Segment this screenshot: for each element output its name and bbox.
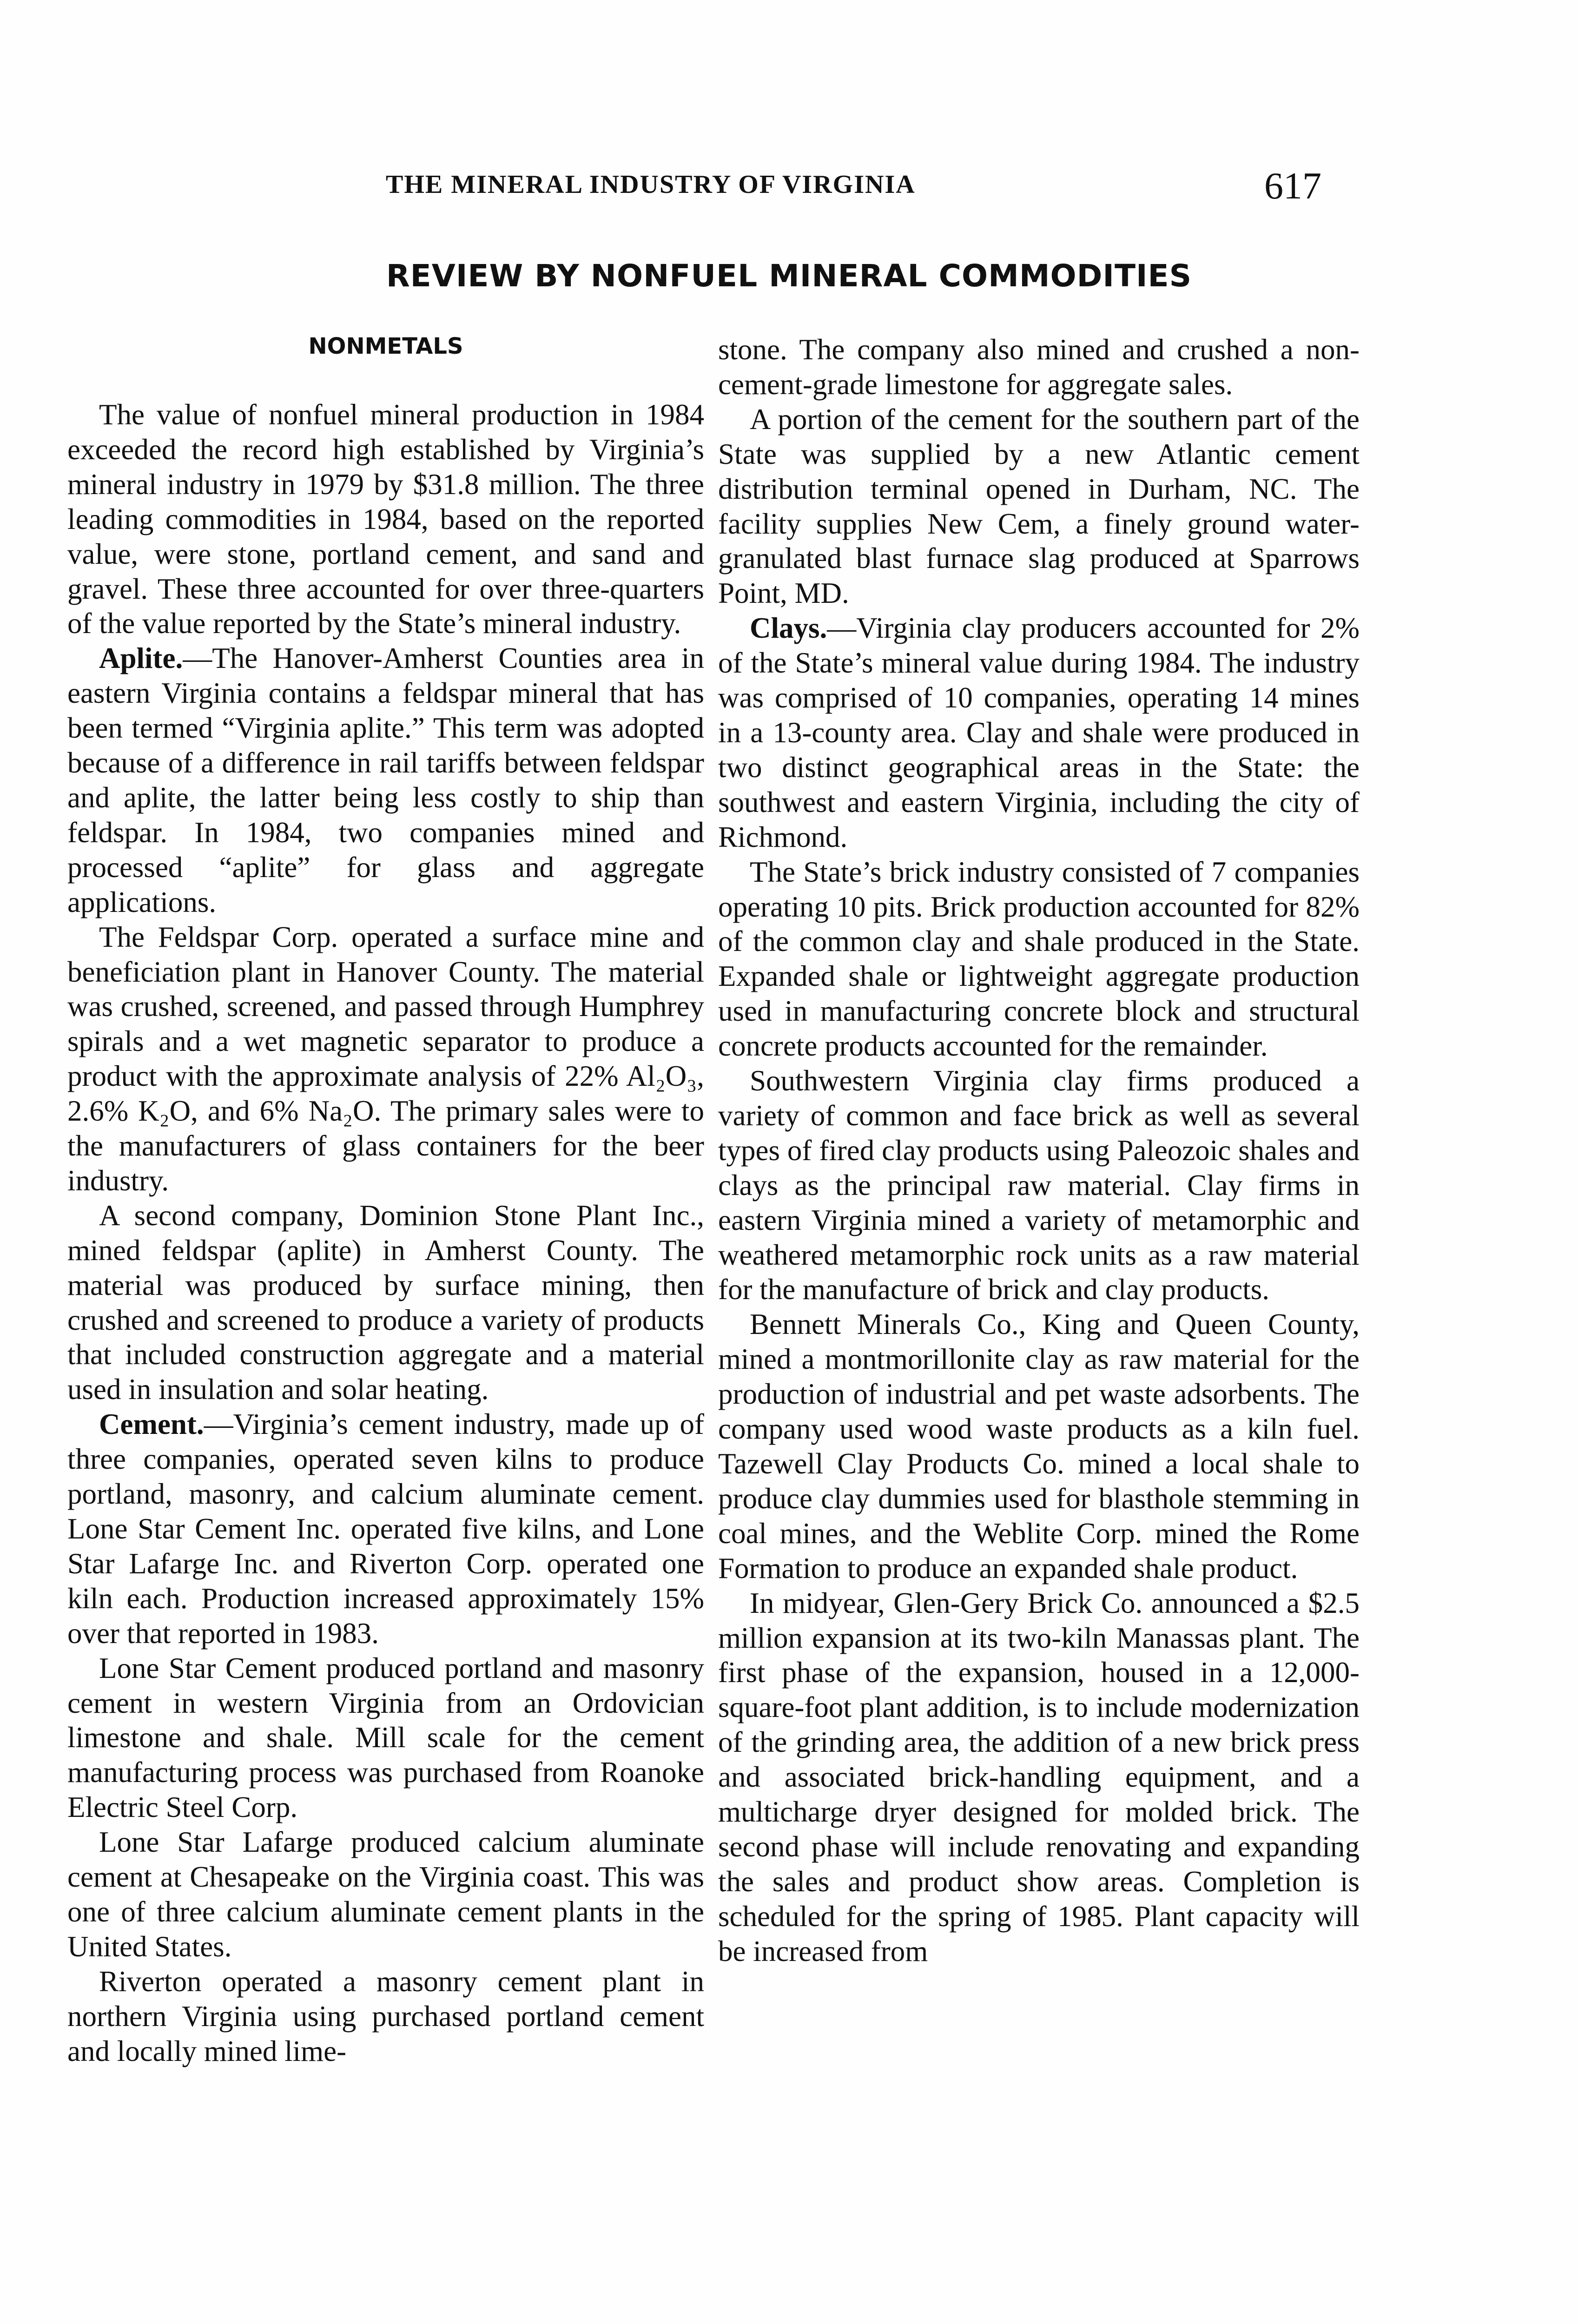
paragraph-continued-limestone: stone. The company also mined and crushed a non-cement-grade limestone for aggregate sales. bbox=[718, 333, 1360, 401]
paragraph-atlantic-terminal: A portion of the cement for the southern part of the State was supplied by a new Atlantic cement distribution terminal opened in Durham, NC. The facility supplies New Cem, a finely ground water-granulated blast furnace slag produced at Sparrows Point, MD. bbox=[718, 403, 1360, 610]
run-in-heading-aplite: Aplite. bbox=[99, 642, 183, 675]
run-in-heading-clays: Clays. bbox=[750, 612, 827, 645]
paragraph-riverton: Riverton operated a masonry cement plant in northern Virginia using purchased portland cement and locally mined lime- bbox=[67, 1965, 704, 2067]
run-in-heading-cement: Cement. bbox=[99, 1408, 204, 1441]
paragraph-aplite bbox=[67, 641, 704, 919]
paragraph-lone-star-lafarge: Lone Star Lafarge produced calcium aluminate cement at Chesapeake on the Virginia coast. This was one of three calcium aluminate cement plants in the United States. bbox=[67, 1826, 704, 1963]
paragraph-clays-text: —Virginia clay producers accounted for 2% of the State’s mineral value during 1984. The industry was comprised of 10 companies, operating 14 mines in a 13-county area. Clay and shale were produced in two distinct geographical areas in the State: the southwest and eastern Virginia, including the city of Richmond. bbox=[718, 612, 1360, 853]
paragraph-aplite-text: —The Hanover-Amherst Counties area in eastern Virginia contains a feldspar mineral that has been termed “Virginia aplite.” This term was adopted because of a difference in rail tariffs between feldspar and aplite, the latter being less costly to ship than feldspar. In 1984, two companies mined and processed “aplite” for glass and aggregate applications. bbox=[67, 642, 704, 918]
right-column bbox=[718, 332, 1360, 1969]
paragraph-dominion-stone: A second company, Dominion Stone Plant Inc., mined feldspar (aplite) in Amherst County. The material was produced by surface mining, then crushed and screened to produce a variety of products that included construction aggregate and a material used in insulation and solar heating. bbox=[67, 1199, 704, 1406]
paragraph-cement bbox=[67, 1407, 704, 1651]
paragraph-clays bbox=[718, 611, 1360, 854]
paragraph-cement-text: —Virginia’s cement industry, made up of three companies, operated seven kilns to produce portland, masonry, and calcium aluminate cement. Lone Star Cement Inc. operated five kilns, and Lone Star Lafarge Inc. and Riverton Corp. operated one kiln each. Production increased approximately 15% over that reported in 1983. bbox=[67, 1408, 704, 1650]
paragraph-brick-industry: The State’s brick industry consisted of 7 companies operating 10 pits. Brick production accounted for 82% of the common clay and shale produced in the State. Expanded shale or lightweight aggregate production used in manufacturing concrete block and structural concrete products accounted for the remainder. bbox=[718, 855, 1360, 1063]
paragraph-intro: The value of nonfuel mineral production in 1984 exceeded the record high established by Virginia’s mineral industry in 1979 by $31.8 million. The three leading commodities in 1984, based on the reported value, were stone, portland cement, and sand and gravel. These three accounted for over three-quarters of the value reported by the State’s mineral industry. bbox=[67, 398, 704, 640]
paragraph-lone-star-cement: Lone Star Cement produced portland and masonry cement in western Virginia from an Ordovician limestone and shale. Mill scale for the cement manufacturing process was purchased from Roanoke Electric Steel Corp. bbox=[67, 1651, 704, 1824]
paragraph-bennett-minerals: Bennett Minerals Co., King and Queen County, mined a montmorillonite clay as raw material for the production of industrial and pet waste adsorbents. The company used wood waste products as a kiln fuel. Tazewell Clay Products Co. mined a local shale to produce clay dummies used for blasthole stemming in coal mines, and the Weblite Corp. mined the Rome Formation to produce an expanded shale product. bbox=[718, 1308, 1360, 1585]
running-title: THE MINERAL INDUSTRY OF VIRGINIA bbox=[386, 170, 916, 199]
subsection-title: NONMETALS bbox=[308, 333, 463, 359]
running-header bbox=[0, 165, 1578, 211]
paragraph-glen-gery: In midyear, Glen-Gery Brick Co. announced a $2.5 million expansion at its two-kiln Manassas plant. The first phase of the expansion, housed in a 12,000-square-foot plant addition, is to include modernization of the grinding area, the addition of a new brick press and associated brick-handling equipment, and a multicharge dryer designed for molded brick. The second phase will include renovating and expanding the sales and product show areas. Completion is scheduled for the spring of 1985. Plant capacity will be increased from bbox=[718, 1586, 1360, 1967]
left-column bbox=[67, 332, 704, 2069]
paragraph-southwestern-clay: Southwestern Virginia clay firms produced a variety of common and face brick as well as several types of fired clay products using Paleozoic shales and clays as the principal raw material. Clay firms in eastern Virginia mined a variety of metamorphic and weathered metamorphic rock units as a raw material for the manufacture of brick and clay products. bbox=[718, 1064, 1360, 1306]
page-number: 617 bbox=[1264, 165, 1321, 207]
section-title: REVIEW BY NONFUEL MINERAL COMMODITIES bbox=[386, 258, 1192, 294]
paragraph-feldspar-corp: The Feldspar Corp. operated a surface mine and beneficiation plant in Hanover County. The material was crushed, screened, and passed through Humphrey spirals and a wet magnetic separator to produce a product with the approximate analysis of 22% Al₂O₃, 2.6% K₂O, and 6% Na₂O. The primary sales were to the manufacturers of glass containers for the beer industry. bbox=[67, 920, 704, 1197]
